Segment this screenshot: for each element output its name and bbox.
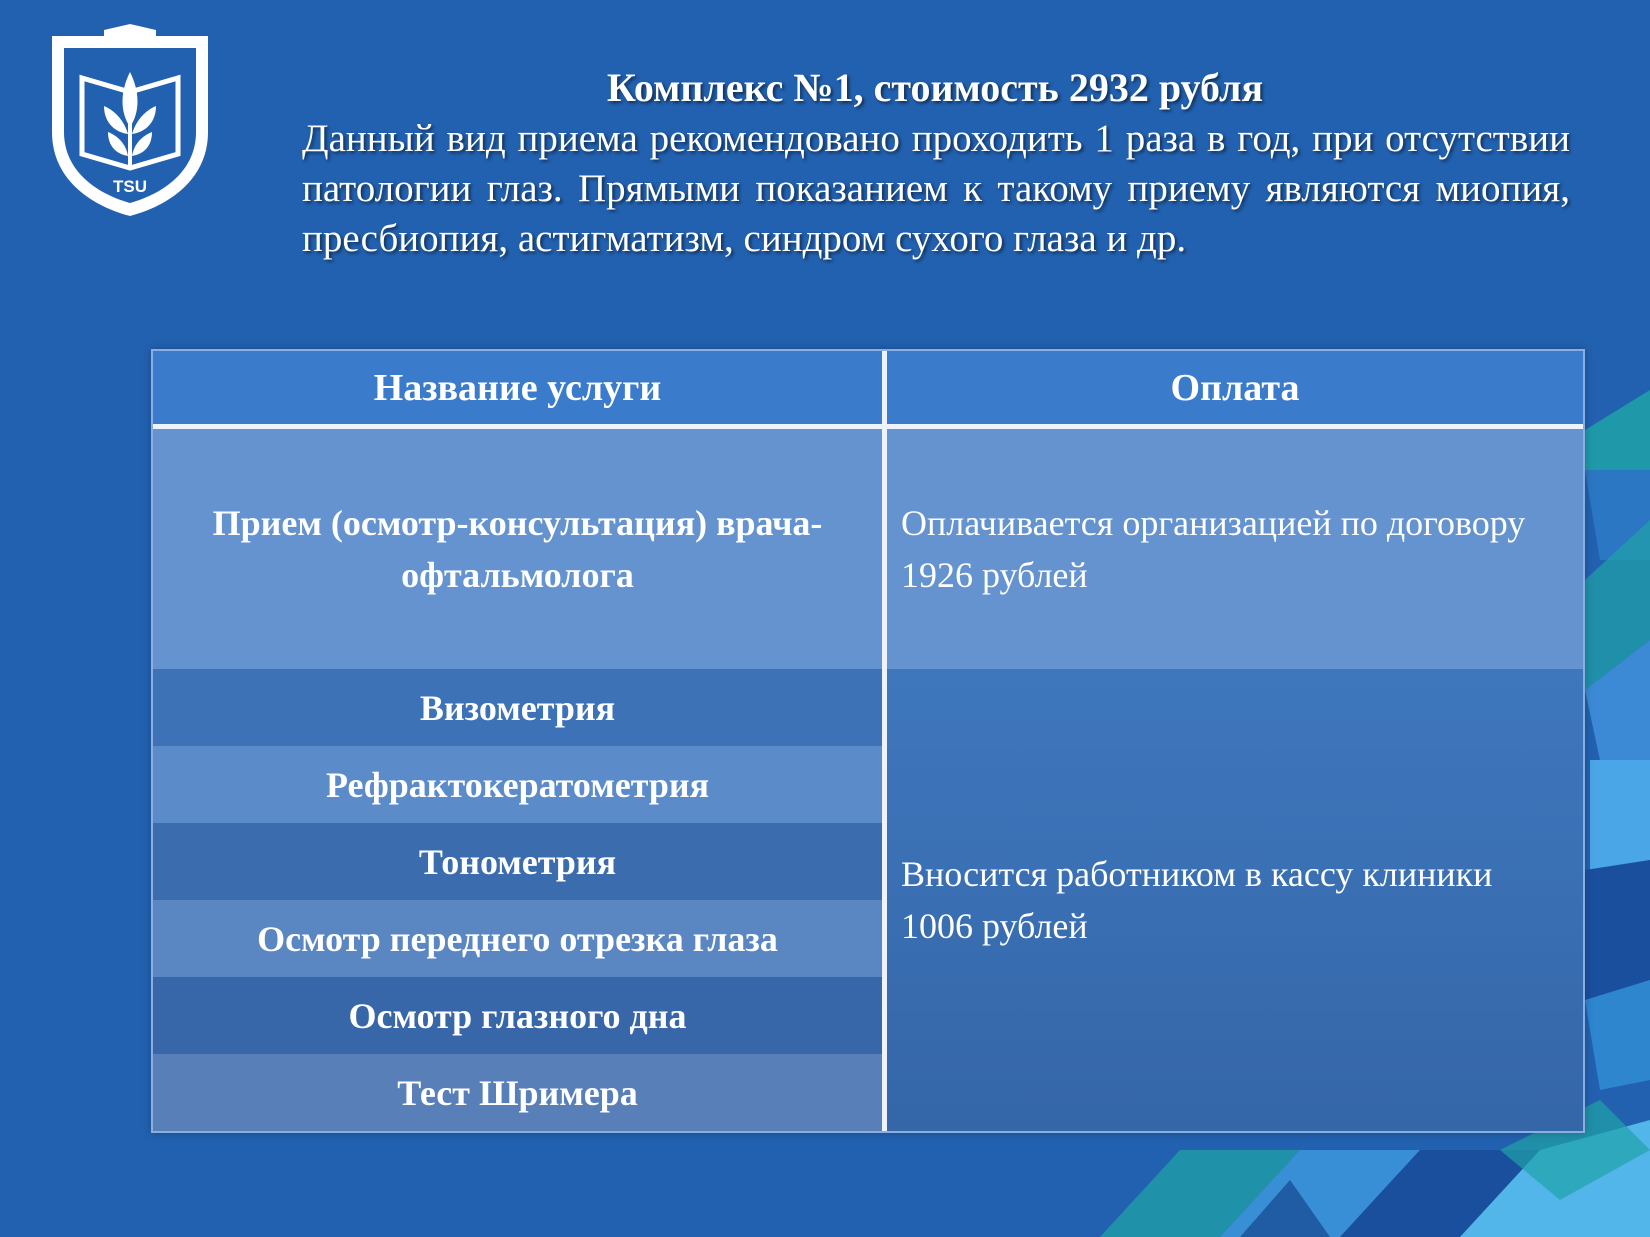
service-cell-visometry: Визометрия — [153, 669, 882, 746]
service-cell-refractokeratometry: Рефрактокератометрия — [153, 746, 882, 823]
header-divider — [153, 424, 1583, 429]
service-cell-tonometry: Тонометрия — [153, 823, 882, 900]
service-cell-fundus: Осмотр глазного дна — [153, 977, 882, 1054]
service-cell-anterior-segment: Осмотр переднего отрезка глаза — [153, 900, 882, 977]
page-title: Комплекс №1, стоимость 2932 рубля — [606, 65, 1264, 110]
service-cell-consultation: Прием (осмотр-консультация) врача-офтальмолога — [153, 429, 882, 669]
logo-text: TSU — [113, 177, 147, 196]
column-header-payment: Оплата — [887, 351, 1583, 424]
payment-cell-employee: Вносится работником в кассу клиники 1006 рублей — [887, 669, 1583, 1131]
payment-cell-organization: Оплачивается организацией по договору 1926 рублей — [887, 429, 1583, 669]
services-table — [151, 349, 1585, 1133]
intro-paragraph: Данный вид приема рекомендовано проходить 1 раза в год, при отсутствии патологии глаз. Прямыми показанием к такому приему являются миопия, пресбиопия, астигматизм, синдром сухого глаза и др. — [302, 117, 1570, 260]
column-header-service: Название услуги — [153, 351, 882, 424]
service-cell-schirmer-test: Тест Шримера — [153, 1054, 882, 1131]
column-divider — [882, 351, 887, 1131]
tsu-logo — [44, 22, 216, 218]
